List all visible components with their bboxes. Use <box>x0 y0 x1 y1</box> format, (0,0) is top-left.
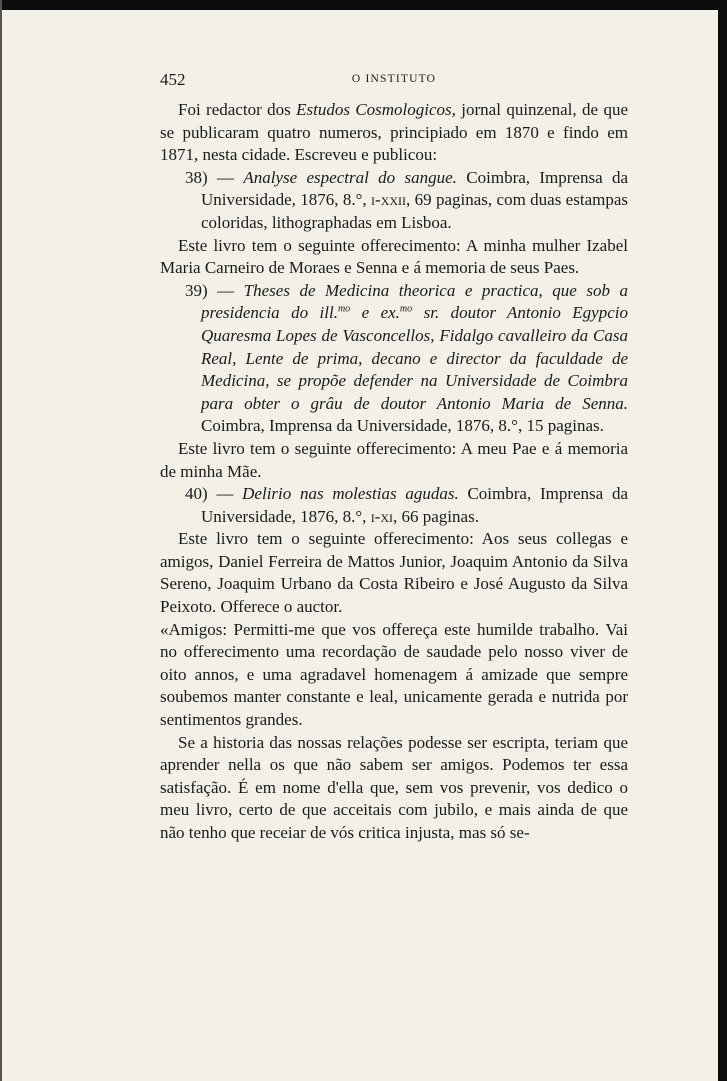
page-header <box>160 70 628 92</box>
paragraph-intro: Foi redactor dos Estudos Cosmologicos, jornal quinzenal, de que se publicaram quatro numeros, principiado em 1870 e findo em 1871, nesta cidade. Escreveu e publicou: <box>160 100 628 165</box>
paragraph-quote-2: Se a historia das nossas relações podesse ser escripta, teriam que aprender nella os que não sabem ser amigos. Podemos ter essa satisfação. É em nome d'ella que, sem vos prevenir, vos dedico o meu livro, certo de que acceitais com jubilo, e mais ainda de que não tenho que receiar de vós critica injusta, mas só se- <box>160 732 628 842</box>
paragraph-dedication-40: Este livro tem o seguinte offerecimento: Aos seus collegas e amigos, Daniel Ferreira de Mattos Junior, Joaquim Antonio da Silva Sereno, Joaquim Urbano da Costa Ribeiro e José Augusto da Silva Peixoto. Offerece o auctor. <box>160 529 628 617</box>
running-head: O INSTITUTO <box>351 73 437 85</box>
entry-39: 39) — Theses de Medicina theorica e practica, que sob a presidencia do ill.$^{mo}$ e ex.$^{mo}$ sr. doutor Antonio Egypcio Quaresma Lopes de Vasconcellos, Fidalgo cavalleiro da Casa Real, Lente de prima, decano e director da faculdade de Medicina, se propõe defender na Universidade de Coimbra para obter o grâu de doutor Antonio Maria de Senna. Coimbra, Imprensa da Universidade, 1876, 8.°, 15 paginas. <box>185 280 628 436</box>
paragraph-quote-1: «Amigos: Permitti-me que vos offereça este humilde trabalho. Vai no offerecimento uma recordação de saudade pelo nosso viver de oito annos, e uma agradavel homenagem á amizade que sempre soubemos manter constante e leal, unicamente gerada e nutrida por sentimentos grandes. <box>160 619 628 730</box>
scan-border-right <box>718 0 727 1081</box>
page-body <box>160 99 628 845</box>
scan-border-top <box>0 0 727 10</box>
page-number: 452 <box>160 70 186 89</box>
entry-40: 40) — Delirio nas molestias agudas. Coimbra, Imprensa da Universidade, 1876, 8.°, i-xi, 66 paginas. <box>185 484 628 526</box>
entry-38: 38) — Analyse espectral do sangue. Coimbra, Imprensa da Universidade, 1876, 8.°, i-xxii, 69 paginas, com duas estampas coloridas, lithographadas em Lisboa. <box>185 167 629 232</box>
scan-border-left <box>0 0 2 1081</box>
paragraph-dedication-39: Este livro tem o seguinte offerecimento: A meu Pae e á memoria de minha Mãe. <box>160 438 628 481</box>
paragraph-dedication-38: Este livro tem o seguinte offerecimento: A minha mulher Izabel Maria Carneiro de Moraes e Senna e á memoria de seus Paes. <box>160 235 628 278</box>
